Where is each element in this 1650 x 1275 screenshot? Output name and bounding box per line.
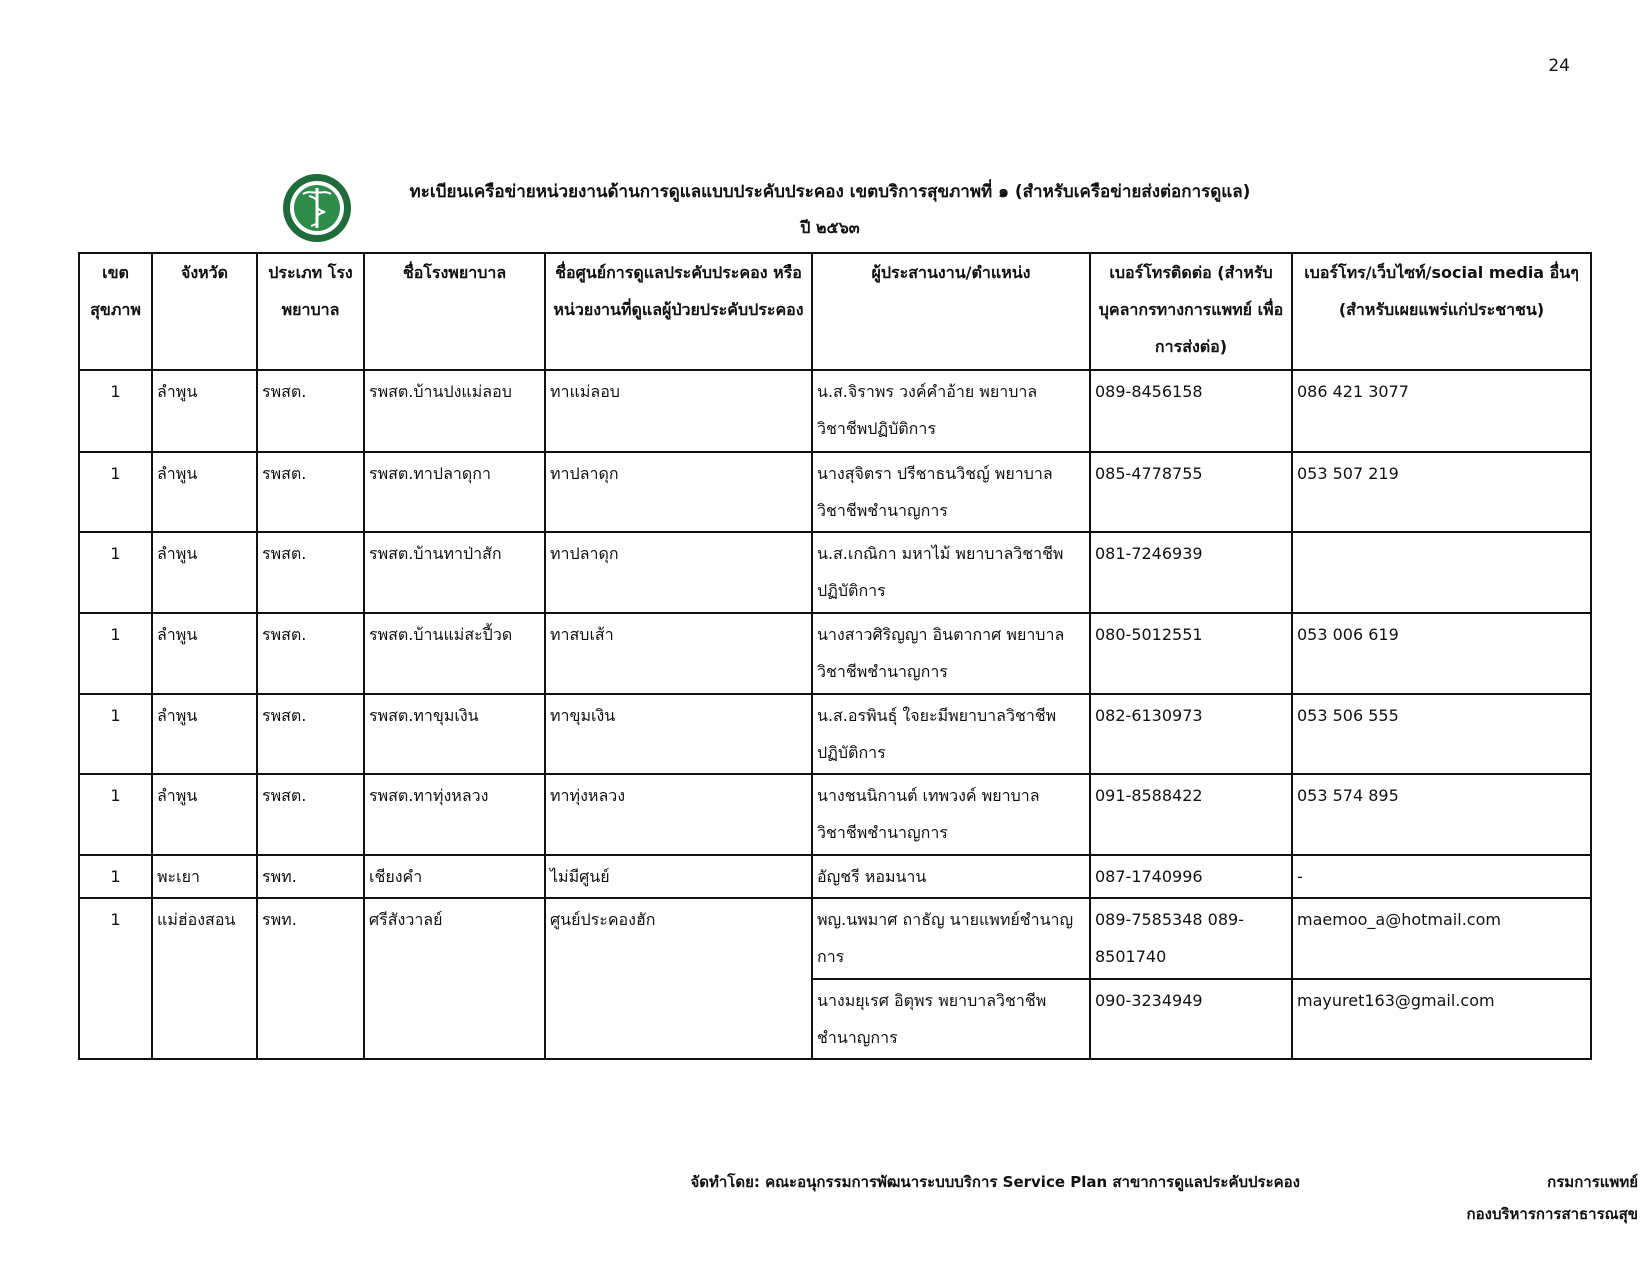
cell-coordinator: พญ.นพมาศ ถาธัญ นายแพทย์ชำนาญการ	[812, 898, 1090, 979]
cell-other-contact: 086 421 3077	[1292, 370, 1591, 452]
cell-province: แม่ฮ่องสอน	[152, 898, 257, 1059]
cell-type: รพท.	[257, 855, 364, 898]
cell-hospital: ศรีสังวาลย์	[364, 898, 545, 1059]
cell-hospital: รพสต.บ้านทาป่าสัก	[364, 532, 545, 613]
cell-phone: 091-8588422	[1090, 774, 1292, 855]
cell-other-contact: 053 574 895	[1292, 774, 1591, 855]
header-public-contact: เบอร์โทร/เว็บไซท์/social media อื่นๆ (สำหรับเผยแพร่แก่ประชาชน)	[1292, 253, 1591, 370]
header-province: จังหวัด	[152, 253, 257, 370]
cell-phone: 081-7246939	[1090, 532, 1292, 613]
cell-type: รพสต.	[257, 452, 364, 532]
cell-hospital: รพสต.ทาปลาดุกา	[364, 452, 545, 532]
cell-other-contact: -	[1292, 855, 1591, 898]
table-header-row	[79, 253, 1591, 370]
cell-coordinator: น.ส.เกณิกา มหาไม้ พยาบาลวิชาชีพปฏิบัติการ	[812, 532, 1090, 613]
cell-coordinator: นางมยุเรศ อิตุพร พยาบาลวิชาชีพชำนาญการ	[812, 979, 1090, 1059]
cell-other-contact	[1292, 532, 1591, 613]
table-row	[79, 774, 1591, 855]
header-coordinator: ผู้ประสานงาน/ตำแหน่ง	[812, 253, 1090, 370]
table-row	[79, 898, 1591, 979]
cell-coordinator: อัญชรี หอมนาน	[812, 855, 1090, 898]
cell-hospital: รพสต.บ้านปงแม่ลอบ	[364, 370, 545, 452]
cell-other-contact: maemoo_a@hotmail.com	[1292, 898, 1591, 979]
cell-zone: 1	[79, 694, 152, 774]
cell-phone: 090-3234949	[1090, 979, 1292, 1059]
cell-type: รพท.	[257, 898, 364, 1059]
cell-coordinator: น.ส.อรพินธุ์ ใจยะมีพยาบาลวิชาชีพ ปฏิบัติการ	[812, 694, 1090, 774]
cell-center: ทาสบเส้า	[545, 613, 812, 694]
cell-type: รพสต.	[257, 774, 364, 855]
header-zone: เขต สุขภาพ	[79, 253, 152, 370]
document-year: ปี ๒๕๖๓	[800, 218, 860, 237]
page-number: 24	[1548, 56, 1570, 76]
cell-center: ไม่มีศูนย์	[545, 855, 812, 898]
cell-zone: 1	[79, 613, 152, 694]
cell-zone: 1	[79, 532, 152, 613]
header-referral-phone: เบอร์โทรติดต่อ (สำหรับบุคลากรทางการแพทย์ เพื่อการส่งต่อ)	[1090, 253, 1292, 370]
cell-other-contact: 053 006 619	[1292, 613, 1591, 694]
footer-division: กองบริหารการสาธารณสุข	[1466, 1205, 1638, 1223]
header-care-center: ชื่อศูนย์การดูแลประคับประคอง หรือ หน่วยงานที่ดูแลผู้ป่วยประคับประคอง	[545, 253, 812, 370]
cell-phone: 082-6130973	[1090, 694, 1292, 774]
cell-coordinator: นางชนนิกานต์ เทพวงค์ พยาบาล วิชาชีพชำนาญการ	[812, 774, 1090, 855]
cell-province: ลำพูน	[152, 694, 257, 774]
table-row	[79, 694, 1591, 774]
footer-prepared-by: จัดทำโดย: คณะอนุกรรมการพัฒนาระบบบริการ Service Plan สาขาการดูแลประคับประคอง	[690, 1173, 1300, 1191]
cell-province: ลำพูน	[152, 613, 257, 694]
header-hospital-name: ชื่อโรงพยาบาล	[364, 253, 545, 370]
cell-type: รพสต.	[257, 532, 364, 613]
network-registry-table	[78, 252, 1592, 1060]
cell-province: ลำพูน	[152, 532, 257, 613]
cell-province: ลำพูน	[152, 452, 257, 532]
header-hospital-type: ประเภท โรงพยาบาล	[257, 253, 364, 370]
cell-phone: 089-7585348 089-8501740	[1090, 898, 1292, 979]
table-row	[79, 532, 1591, 613]
cell-center: ทาปลาดุก	[545, 532, 812, 613]
cell-other-contact: mayuret163@gmail.com	[1292, 979, 1591, 1059]
table-row	[79, 855, 1591, 898]
table-row	[79, 452, 1591, 532]
cell-zone: 1	[79, 855, 152, 898]
cell-coordinator: นางสุจิตรา ปรีชาธนวิชญ์ พยาบาลวิชาชีพชำนาญการ	[812, 452, 1090, 532]
table-row	[79, 613, 1591, 694]
cell-other-contact: 053 506 555	[1292, 694, 1591, 774]
cell-type: รพสต.	[257, 370, 364, 452]
cell-hospital: รพสต.ทาขุมเงิน	[364, 694, 545, 774]
cell-other-contact: 053 507 219	[1292, 452, 1591, 532]
cell-zone: 1	[79, 370, 152, 452]
cell-coordinator: นางสาวศิริญญา อินตากาศ พยาบาลวิชาชีพชำนาญการ	[812, 613, 1090, 694]
cell-coordinator: น.ส.จิราพร วงค์คำอ้าย พยาบาล วิชาชีพปฏิบัติการ	[812, 370, 1090, 452]
footer-department: กรมการแพทย์	[1547, 1173, 1638, 1191]
document-title: ทะเบียนเครือข่ายหน่วยงานด้านการดูแลแบบประคับประคอง เขตบริการสุขภาพที่ ๑ (สำหรับเครือข่ายส่งต่อการดูแล)	[409, 182, 1251, 202]
cell-phone: 089-8456158	[1090, 370, 1292, 452]
cell-hospital: รพสต.ทาทุ่งหลวง	[364, 774, 545, 855]
cell-center: ทาปลาดุก	[545, 452, 812, 532]
cell-zone: 1	[79, 898, 152, 1059]
cell-zone: 1	[79, 452, 152, 532]
cell-phone: 087-1740996	[1090, 855, 1292, 898]
cell-phone: 085-4778755	[1090, 452, 1292, 532]
table-row	[79, 370, 1591, 452]
cell-hospital: เชียงคำ	[364, 855, 545, 898]
cell-province: ลำพูน	[152, 774, 257, 855]
cell-zone: 1	[79, 774, 152, 855]
cell-hospital: รพสต.บ้านแม่สะปี้วด	[364, 613, 545, 694]
ministry-of-public-health-seal-icon	[281, 172, 353, 244]
cell-province: พะเยา	[152, 855, 257, 898]
cell-phone: 080-5012551	[1090, 613, 1292, 694]
cell-center: ทาแม่ลอบ	[545, 370, 812, 452]
cell-center: ศูนย์ประคองฮัก	[545, 898, 812, 1059]
cell-center: ทาขุมเงิน	[545, 694, 812, 774]
cell-province: ลำพูน	[152, 370, 257, 452]
cell-type: รพสต.	[257, 613, 364, 694]
cell-type: รพสต.	[257, 694, 364, 774]
cell-center: ทาทุ่งหลวง	[545, 774, 812, 855]
